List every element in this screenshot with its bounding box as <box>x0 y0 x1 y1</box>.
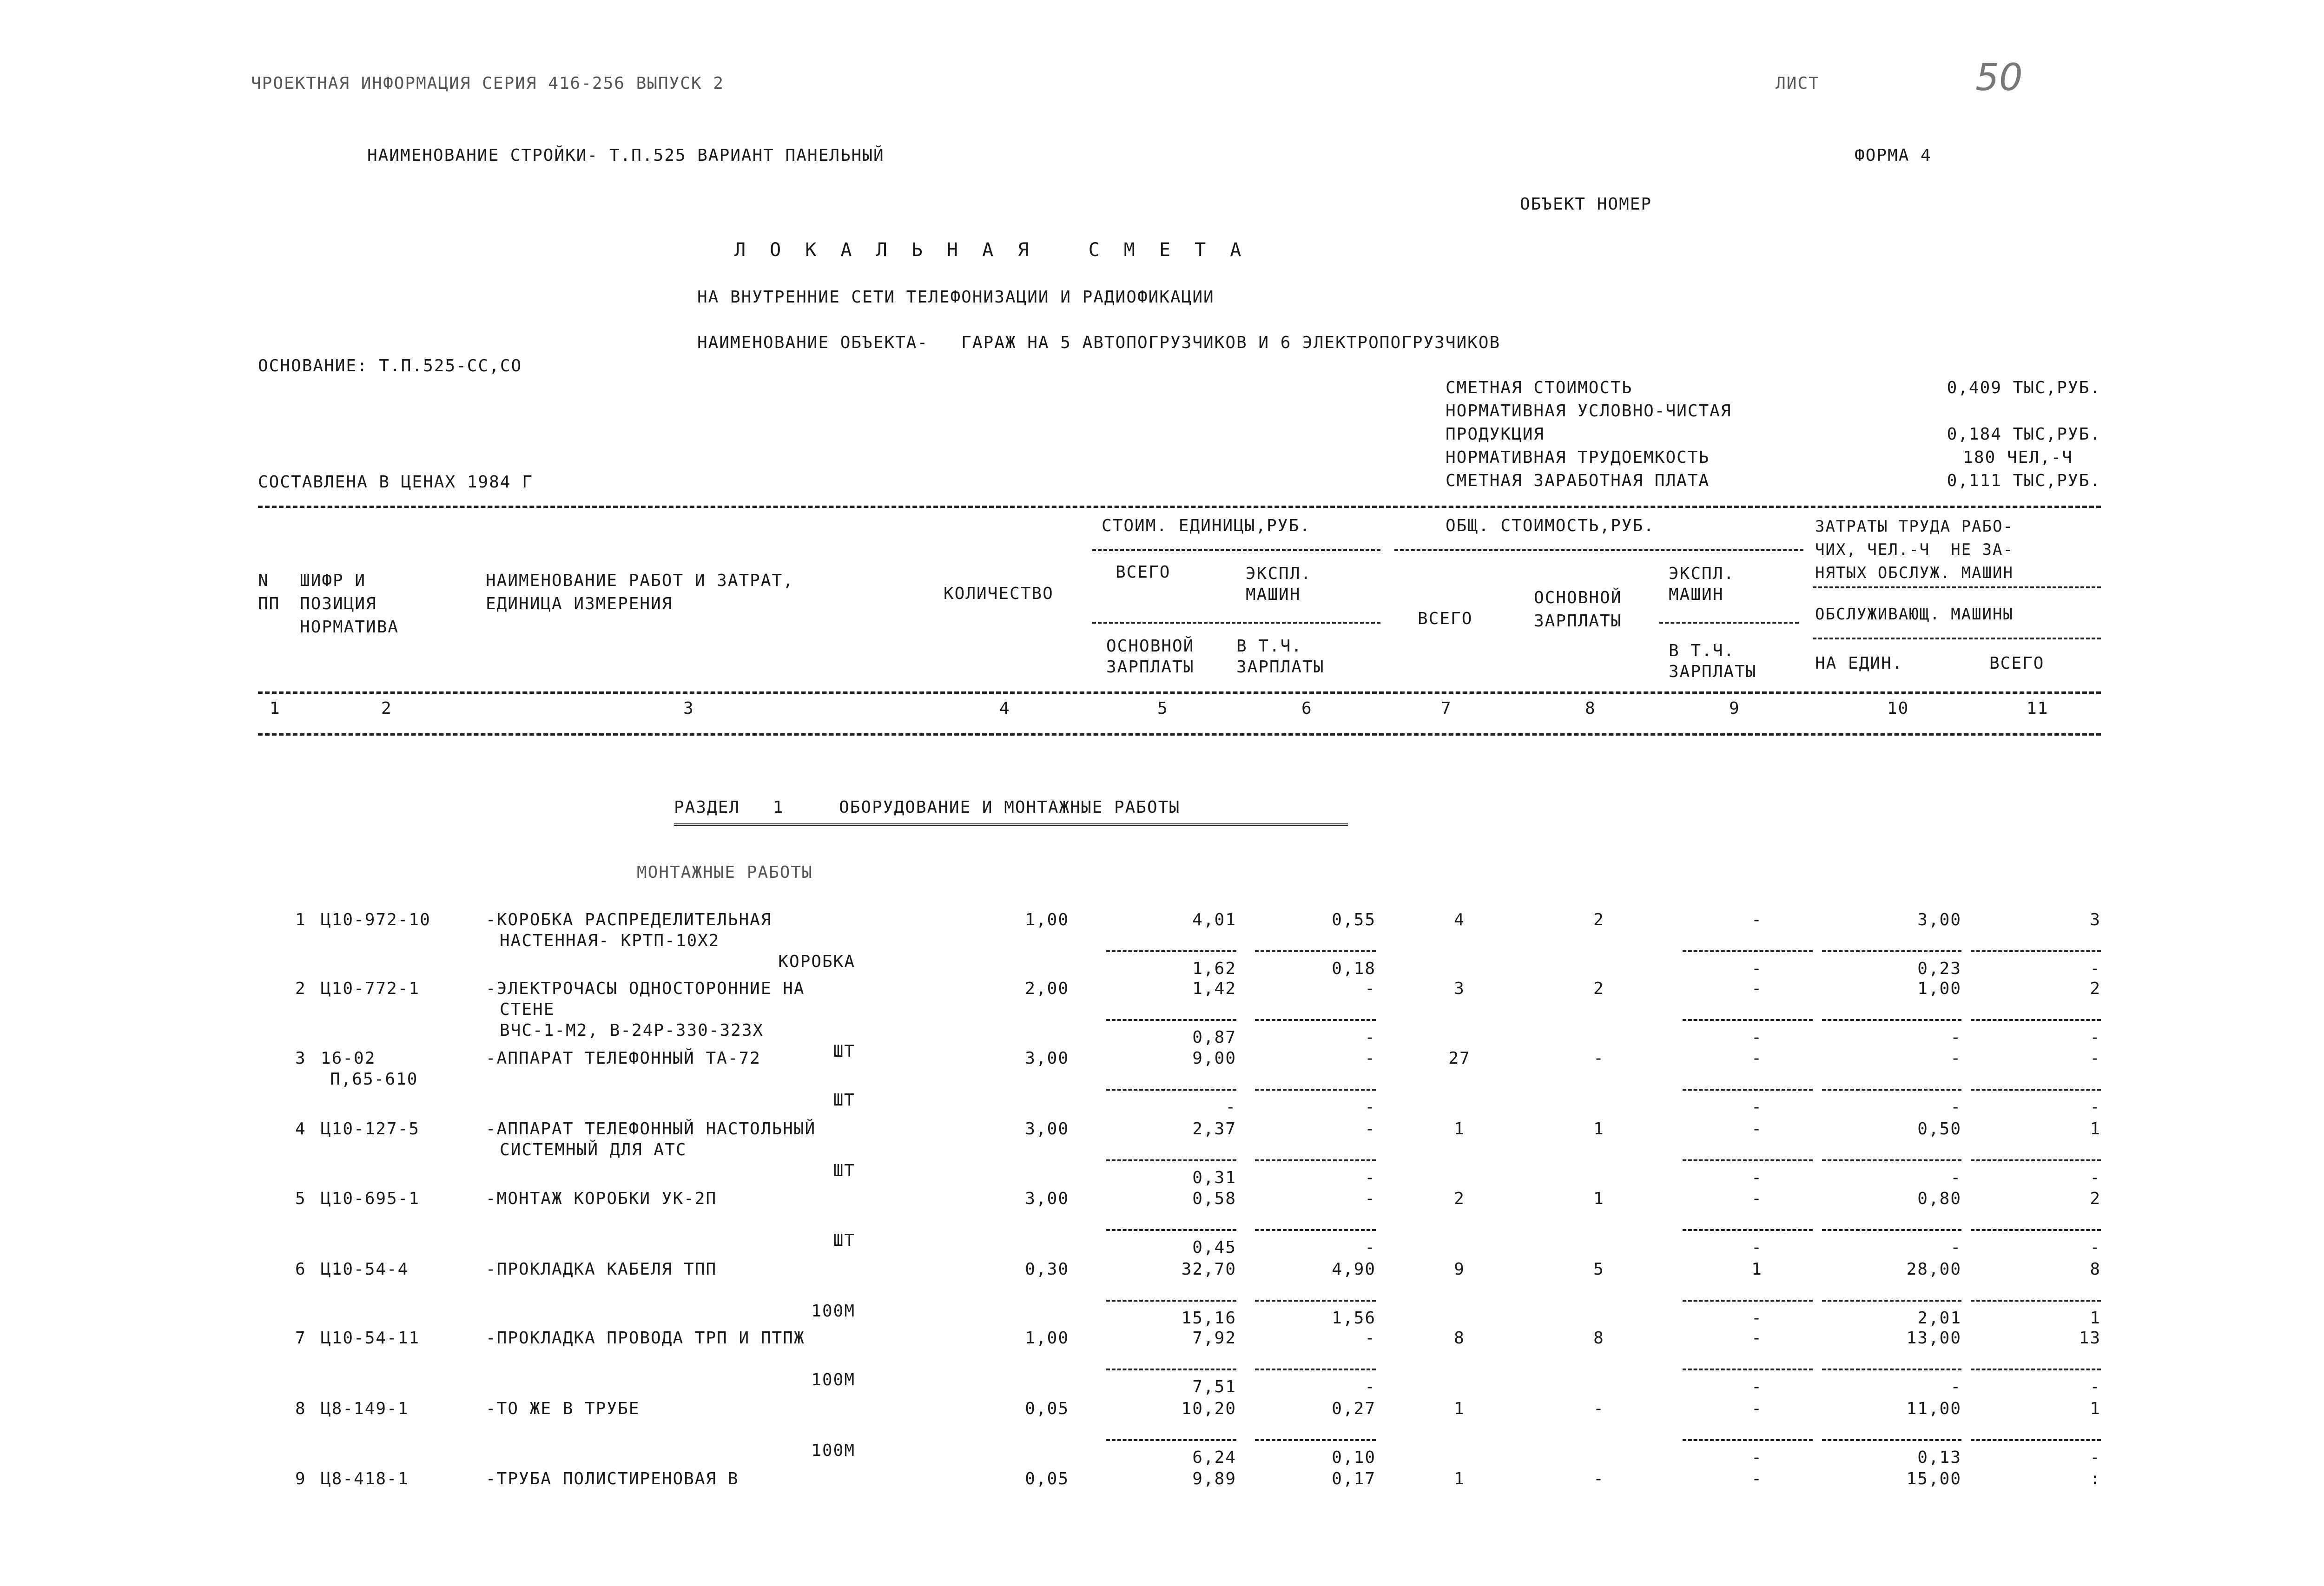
sub-rule <box>1822 950 1961 952</box>
row-c5: 4,01 <box>1192 910 1236 929</box>
sub-rule <box>1106 950 1236 952</box>
sub-rule <box>1106 1089 1236 1091</box>
sub-rule <box>1106 1229 1236 1231</box>
total-all-header: ВСЕГО <box>1418 609 1473 628</box>
row-number: 1 <box>295 910 306 929</box>
sub-rule <box>1255 1369 1376 1370</box>
section-subtitle: МОНТАЖНЫЕ РАБОТЫ <box>637 863 813 882</box>
row-s10: - <box>1950 1028 1961 1047</box>
row-s10: - <box>1950 1377 1961 1396</box>
sub-rule <box>1683 1300 1813 1302</box>
row-c5: 9,00 <box>1192 1049 1236 1068</box>
summary-label: СМЕТНАЯ СТОИМОСТЬ <box>1446 378 1633 397</box>
row-c7: 8 <box>1454 1329 1465 1348</box>
page-number: 50 <box>1975 56 2023 99</box>
row-c10: 1,00 <box>1917 979 1961 998</box>
row-c7: 9 <box>1454 1260 1465 1279</box>
row-c9: - <box>1751 1049 1763 1068</box>
col-code-header: ШИФР И ПОЗИЦИЯ НОРМАТИВА <box>300 571 399 637</box>
row-c5: 10,20 <box>1181 1399 1236 1418</box>
row-c9: - <box>1751 1329 1763 1348</box>
sub-rule <box>1971 1229 2101 1231</box>
row-name-line: -ПРОКЛАДКА ПРОВОДА ТРП И ПТПЖ <box>486 1329 805 1348</box>
sub-rule <box>1683 1159 1813 1161</box>
row-c8: - <box>1593 1399 1604 1418</box>
sub-rule <box>1822 1159 1961 1161</box>
top-line-right: ЛИСТ <box>1776 74 1820 93</box>
row-name-line: -ЭЛЕКТРОЧАСЫ ОДНОСТОРОННИЕ НА <box>486 979 805 998</box>
row-s6: - <box>1365 1168 1376 1187</box>
sub-rule <box>1255 1089 1376 1091</box>
row-code: Ц10-772-1 <box>321 979 420 998</box>
row-c10: 13,00 <box>1906 1329 1961 1348</box>
row-c10: 28,00 <box>1906 1260 1961 1279</box>
row-s6: - <box>1365 1098 1376 1117</box>
row-c6: - <box>1365 1189 1376 1208</box>
row-name-line: -КОРОБКА РАСПРЕДЕЛИТЕЛЬНАЯ <box>486 910 772 929</box>
row-qty: 0,05 <box>1025 1469 1069 1488</box>
row-unit: КОРОБКА <box>778 952 855 971</box>
row-s9: - <box>1751 1309 1763 1328</box>
labor-header-2: ОБСЛУЖИВАЮЩ. МАШИНЫ <box>1815 605 2014 624</box>
row-c8: 2 <box>1593 910 1604 929</box>
row-name-line: -АППАРАТ ТЕЛЕФОННЫЙ НАСТОЛЬНЫЙ <box>486 1119 816 1138</box>
sub-rule <box>1255 950 1376 952</box>
summary-label: СМЕТНАЯ ЗАРАБОТНАЯ ПЛАТА <box>1446 471 1710 490</box>
total-cost-header: ОБЩ. СТОИМОСТЬ,РУБ. <box>1446 516 1655 535</box>
sub-rule <box>1255 1159 1376 1161</box>
construction-name: НАИМЕНОВАНИЕ СТРОЙКИ- Т.П.525 ВАРИАНТ ПАНЕЛЬНЫЙ <box>367 146 885 165</box>
sub-rule <box>1822 1019 1961 1021</box>
row-number: 7 <box>295 1329 306 1348</box>
row-s11: - <box>2090 1028 2101 1047</box>
row-c9: - <box>1751 1469 1763 1488</box>
col-index: 7 <box>1441 699 1452 718</box>
section-underline <box>674 823 1348 829</box>
row-c11: 1 <box>2090 1399 2101 1418</box>
object-name: НАИМЕНОВАНИЕ ОБЪЕКТА- ГАРАЖ НА 5 АВТОПОГРУЗЧИКОВ И 6 ЭЛЕКТРОПОГРУЗЧИКОВ <box>697 333 1501 352</box>
row-s11: - <box>2090 1168 2101 1187</box>
sub-rule <box>1683 1369 1813 1370</box>
row-c11: 13 <box>2079 1329 2101 1348</box>
row-s9: - <box>1751 1168 1763 1187</box>
col-index: 6 <box>1301 699 1313 718</box>
header-rule-mid <box>258 691 2101 694</box>
total-cost-rule <box>1394 549 1803 551</box>
row-name-line: -ТРУБА ПОЛИСТИРЕНОВАЯ В <box>486 1469 739 1488</box>
row-unit: ШТ <box>833 1042 855 1061</box>
row-s6: - <box>1365 1028 1376 1047</box>
sub-rule <box>1971 1439 2101 1441</box>
row-c8: 2 <box>1593 979 1604 998</box>
row-c8: - <box>1593 1469 1604 1488</box>
row-s10: - <box>1950 1098 1961 1117</box>
row-c6: 4,90 <box>1332 1260 1376 1279</box>
row-number: 6 <box>295 1260 306 1279</box>
row-s6: 0,10 <box>1332 1448 1376 1467</box>
summary-value: 0,184 ТЫС,РУБ. <box>1947 425 2101 444</box>
row-qty: 3,00 <box>1025 1049 1069 1068</box>
summary-value: 0,409 ТЫС,РУБ. <box>1947 378 2101 397</box>
row-s5: 6,24 <box>1192 1448 1236 1467</box>
sub-rule <box>1683 1229 1813 1231</box>
row-number: 2 <box>295 979 306 998</box>
unit-mid-rule <box>1092 622 1380 624</box>
row-c8: 1 <box>1593 1189 1604 1208</box>
col-index: 3 <box>683 699 694 718</box>
row-c5: 7,92 <box>1192 1329 1236 1348</box>
unit-total-header: ВСЕГО <box>1116 563 1171 582</box>
sub-rule <box>1971 1300 2101 1302</box>
row-unit: 100М <box>811 1441 855 1460</box>
row-c7: 4 <box>1454 910 1465 929</box>
row-s11: - <box>2090 1377 2101 1396</box>
header-rule-bottom <box>258 733 2101 736</box>
row-unit: ШТ <box>833 1231 855 1250</box>
row-qty: 0,05 <box>1025 1399 1069 1418</box>
row-c11: 2 <box>2090 1189 2101 1208</box>
row-s6: - <box>1365 1377 1376 1396</box>
sub-rule <box>1971 1089 2101 1091</box>
row-s9: - <box>1751 1238 1763 1257</box>
row-s11: - <box>2090 1098 2101 1117</box>
row-code-2: П,65-610 <box>330 1070 418 1089</box>
col-index: 11 <box>2027 699 2049 718</box>
col-name-header: НАИМЕНОВАНИЕ РАБОТ И ЗАТРАТ, ЕДИНИЦА ИЗМЕРЕНИЯ <box>486 571 794 613</box>
row-s9: - <box>1751 1448 1763 1467</box>
sub-rule <box>1822 1369 1961 1370</box>
row-c7: 1 <box>1454 1469 1465 1488</box>
row-s5: 1,62 <box>1192 959 1236 978</box>
row-s10: - <box>1950 1168 1961 1187</box>
row-c11: 2 <box>2090 979 2101 998</box>
row-s9: - <box>1751 1377 1763 1396</box>
row-s5: 15,16 <box>1181 1309 1236 1328</box>
sub-rule <box>1822 1089 1961 1091</box>
summary-label: НОРМАТИВНАЯ ТРУДОЕМКОСТЬ <box>1446 448 1710 467</box>
row-code: Ц10-695-1 <box>321 1189 420 1208</box>
col-index: 10 <box>1887 699 1909 718</box>
row-s10: 0,13 <box>1917 1448 1961 1467</box>
row-s9: - <box>1751 1098 1763 1117</box>
row-number: 8 <box>295 1399 306 1418</box>
unit-cost-rule <box>1092 549 1380 551</box>
row-code: Ц10-54-4 <box>321 1260 409 1279</box>
row-qty: 1,00 <box>1025 910 1069 929</box>
row-c6: - <box>1365 979 1376 998</box>
row-c11: - <box>2090 1049 2101 1068</box>
col-index: 4 <box>999 699 1010 718</box>
labor-rule-2 <box>1813 638 2101 639</box>
row-c5: 2,37 <box>1192 1119 1236 1138</box>
row-unit: ШТ <box>833 1091 855 1110</box>
row-c5: 32,70 <box>1181 1260 1236 1279</box>
row-c7: 3 <box>1454 979 1465 998</box>
total-expl-header: ЭКСПЛ. МАШИН <box>1669 564 1735 604</box>
col-number-header: N ПП <box>258 571 280 613</box>
row-code: Ц8-149-1 <box>321 1399 409 1418</box>
sub-rule <box>1255 1019 1376 1021</box>
row-c9: - <box>1751 1119 1763 1138</box>
row-s11: 1 <box>2090 1309 2101 1328</box>
row-qty: 0,30 <box>1025 1260 1069 1279</box>
unit-cost-header: СТОИМ. ЕДИНИЦЫ,РУБ. <box>1102 516 1311 535</box>
top-line-left: ЧРОЕКТНАЯ ИНФОРМАЦИЯ СЕРИЯ 416-256 ВЫПУСК 2 <box>251 74 724 93</box>
row-s9: - <box>1751 959 1763 978</box>
sub-rule <box>1971 1159 2101 1161</box>
row-s11: - <box>2090 1238 2101 1257</box>
col-index: 9 <box>1729 699 1740 718</box>
sub-rule <box>1106 1019 1236 1021</box>
col-index: 5 <box>1157 699 1169 718</box>
row-name-line: СТЕНЕ <box>500 1000 555 1019</box>
row-c6: - <box>1365 1049 1376 1068</box>
row-c5: 1,42 <box>1192 979 1236 998</box>
labor-total-header: ВСЕГО <box>1989 654 2045 673</box>
sub-rule <box>1822 1439 1961 1441</box>
section-title: РАЗДЕЛ 1 ОБОРУДОВАНИЕ И МОНТАЖНЫЕ РАБОТЫ <box>674 798 1180 817</box>
row-c9: 1 <box>1751 1260 1763 1279</box>
object-number: ОБЪЕКТ НОМЕР <box>1520 195 1652 214</box>
row-s11: - <box>2090 959 2101 978</box>
row-c6: 0,55 <box>1332 910 1376 929</box>
total-expl-rule <box>1659 622 1799 624</box>
row-s5: 0,87 <box>1192 1028 1236 1047</box>
row-c8: 8 <box>1593 1329 1604 1348</box>
basis: ОСНОВАНИЕ: Т.П.525-СС,СО <box>258 356 522 375</box>
row-name-line: СИСТЕМНЫЙ ДЛЯ АТС <box>500 1140 687 1159</box>
row-unit: 100М <box>811 1370 855 1389</box>
row-c8: 1 <box>1593 1119 1604 1138</box>
sub-rule <box>1255 1229 1376 1231</box>
row-s6: 0,18 <box>1332 959 1376 978</box>
row-s6: - <box>1365 1238 1376 1257</box>
form-label: ФОРМА 4 <box>1855 146 1932 165</box>
sub-rule <box>1683 950 1813 952</box>
col-index: 2 <box>381 699 392 718</box>
sub-rule <box>1255 1300 1376 1302</box>
row-name-line: -АППАРАТ ТЕЛЕФОННЫЙ ТА-72 <box>486 1049 761 1068</box>
sub-rule <box>1971 950 2101 952</box>
row-name-line: НАСТЕННАЯ- КРТП-10Х2 <box>500 931 720 950</box>
sub-rule <box>1683 1019 1813 1021</box>
row-s5: 0,45 <box>1192 1238 1236 1257</box>
row-c9: - <box>1751 910 1763 929</box>
row-c6: 0,17 <box>1332 1469 1376 1488</box>
row-qty: 2,00 <box>1025 979 1069 998</box>
row-number: 3 <box>295 1049 306 1068</box>
sub-rule <box>1683 1439 1813 1441</box>
sub-rule <box>1971 1019 2101 1021</box>
sub-rule <box>1971 1369 2101 1370</box>
sub-rule <box>1106 1159 1236 1161</box>
row-code: Ц8-418-1 <box>321 1469 409 1488</box>
sub-rule <box>1822 1229 1961 1231</box>
row-s5: 0,31 <box>1192 1168 1236 1187</box>
row-c10: 11,00 <box>1906 1399 1961 1418</box>
labor-unit-header: НА ЕДИН. <box>1815 654 1903 673</box>
row-c7: 2 <box>1454 1189 1465 1208</box>
row-name-line: -МОНТАЖ КОРОБКИ УК-2П <box>486 1189 717 1208</box>
row-c9: - <box>1751 1189 1763 1208</box>
total-incl-header: В Т.Ч. ЗАРПЛАТЫ <box>1669 641 1757 681</box>
row-name-line: ВЧС-1-М2, В-24Р-330-323Х <box>500 1021 764 1040</box>
row-c5: 9,89 <box>1192 1469 1236 1488</box>
row-code: 16-02 <box>321 1049 376 1068</box>
row-c7: 1 <box>1454 1399 1465 1418</box>
sub-rule <box>1106 1300 1236 1302</box>
row-s11: - <box>2090 1448 2101 1467</box>
row-s5: - <box>1225 1098 1236 1117</box>
row-c9: - <box>1751 1399 1763 1418</box>
row-c8: 5 <box>1593 1260 1604 1279</box>
row-s10: 2,01 <box>1917 1309 1961 1328</box>
row-c10: - <box>1950 1049 1961 1068</box>
row-unit: ШТ <box>833 1161 855 1180</box>
composed-prices: СОСТАВЛЕНА В ЦЕНАХ 1984 Г <box>258 473 533 492</box>
labor-rule-1 <box>1813 586 2101 588</box>
document-subtitle: НА ВНУТРЕННИЕ СЕТИ ТЕЛЕФОНИЗАЦИИ И РАДИОФИКАЦИИ <box>697 288 1215 307</box>
row-s6: 1,56 <box>1332 1309 1376 1328</box>
row-c10: 15,00 <box>1906 1469 1961 1488</box>
header-rule-top <box>258 506 2101 508</box>
total-wage-header: ОСНОВНОЙ ЗАРПЛАТЫ <box>1534 588 1622 631</box>
summary-value: 180 ЧЕЛ,-Ч <box>1963 448 2073 467</box>
row-c10: 0,80 <box>1917 1189 1961 1208</box>
row-code: Ц10-54-11 <box>321 1329 420 1348</box>
labor-header: ЗАТРАТЫ ТРУДА РАБО- ЧИХ, ЧЕЛ.-Ч НЕ ЗА- НЯТЫХ ОБСЛУЖ. МАШИН <box>1815 517 2014 582</box>
row-s5: 7,51 <box>1192 1377 1236 1396</box>
row-qty: 1,00 <box>1025 1329 1069 1348</box>
sub-rule <box>1255 1439 1376 1441</box>
row-c6: - <box>1365 1119 1376 1138</box>
row-c6: - <box>1365 1329 1376 1348</box>
sub-rule <box>1106 1369 1236 1370</box>
summary-value: 0,111 ТЫС,РУБ. <box>1947 471 2101 490</box>
col-qty-header: КОЛИЧЕСТВО <box>944 584 1054 603</box>
row-c7: 1 <box>1454 1119 1465 1138</box>
row-qty: 3,00 <box>1025 1189 1069 1208</box>
row-name-line: -ПРОКЛАДКА КАБЕЛЯ ТПП <box>486 1260 717 1279</box>
row-code: Ц10-127-5 <box>321 1119 420 1138</box>
row-c9: - <box>1751 979 1763 998</box>
row-c11: : <box>2090 1469 2101 1488</box>
col-index: 1 <box>270 699 281 718</box>
row-c11: 1 <box>2090 1119 2101 1138</box>
row-number: 5 <box>295 1189 306 1208</box>
row-c7: 27 <box>1448 1049 1471 1068</box>
row-code: Ц10-972-10 <box>321 910 431 929</box>
row-c10: 0,50 <box>1917 1119 1961 1138</box>
row-c6: 0,27 <box>1332 1399 1376 1418</box>
row-unit: 100М <box>811 1302 855 1321</box>
row-qty: 3,00 <box>1025 1119 1069 1138</box>
row-name-line: -ТО ЖЕ В ТРУБЕ <box>486 1399 640 1418</box>
row-s9: - <box>1751 1028 1763 1047</box>
unit-wage-header: ОСНОВНОЙ ЗАРПЛАТЫ <box>1106 637 1195 677</box>
sub-rule <box>1822 1300 1961 1302</box>
row-c11: 3 <box>2090 910 2101 929</box>
unit-expl-header: ЭКСПЛ. МАШИН <box>1246 564 1312 604</box>
row-c5: 0,58 <box>1192 1189 1236 1208</box>
row-s10: - <box>1950 1238 1961 1257</box>
sub-rule <box>1683 1089 1813 1091</box>
sub-rule <box>1106 1439 1236 1441</box>
unit-incl-header: В Т.Ч. ЗАРПЛАТЫ <box>1236 637 1325 677</box>
row-number: 4 <box>295 1119 306 1138</box>
row-c11: 8 <box>2090 1260 2101 1279</box>
summary-label: ПРОДУКЦИЯ <box>1446 425 1545 444</box>
row-s10: 0,23 <box>1917 959 1961 978</box>
row-c10: 3,00 <box>1917 910 1961 929</box>
col-index: 8 <box>1585 699 1596 718</box>
summary-label: НОРМАТИВНАЯ УСЛОВНО-ЧИСТАЯ <box>1446 401 1732 421</box>
row-number: 9 <box>295 1469 306 1488</box>
row-c8: - <box>1593 1049 1604 1068</box>
document-title: Л О К А Л Ь Н А Я С М Е Т А <box>734 239 1248 261</box>
